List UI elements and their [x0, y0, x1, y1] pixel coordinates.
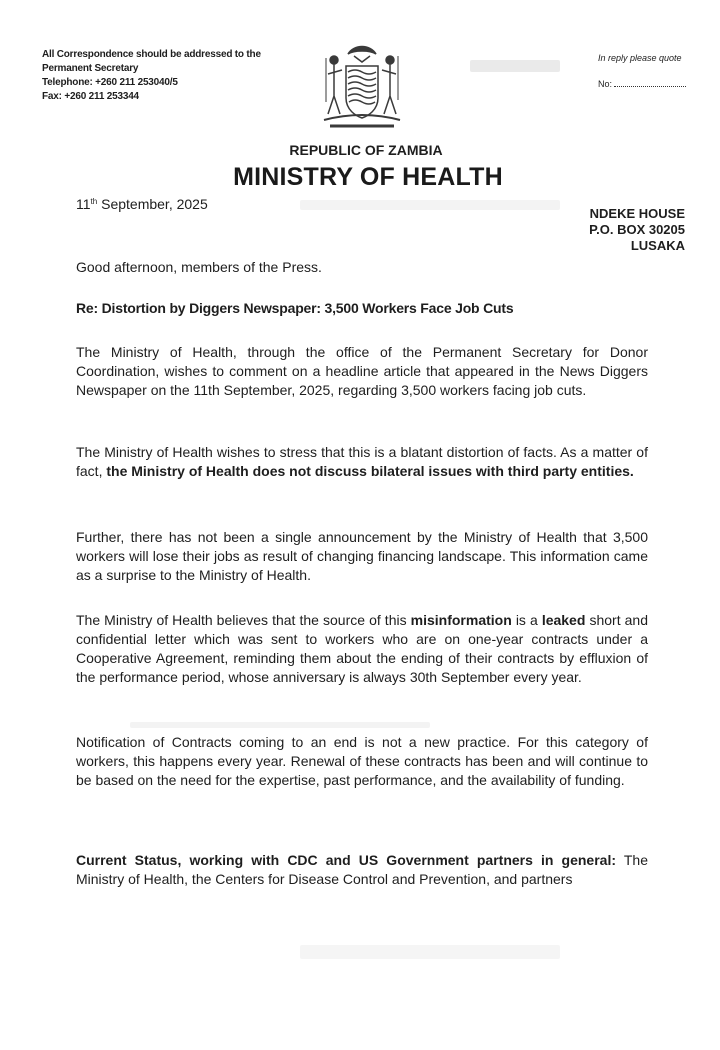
reference-number-label: No:: [598, 79, 613, 89]
ministry-address: [589, 206, 685, 254]
paragraph-6-text: The Ministry of Health, the Centers for Disease Control and Prevention, and partners: [76, 852, 648, 887]
paragraph-4-text: short and confidential letter which was sent to workers who are on one-year contracts under a Cooperative Agreement, reminding them about the ending of their contracts by effluxion of the performance period, whose anniversary is always 30th September every year.: [76, 612, 648, 685]
leaked-emphasis: leaked: [541, 612, 586, 628]
paragraph-1: The Ministry of Health, through the office of the Permanent Secretary for Donor Coordination, wishes to comment on a headline article that appeared in the News Diggers Newspaper on the 11th September, 2025, regarding 3,500 workers facing job cuts.: [76, 344, 648, 398]
correspondence-line: All Correspondence should be addressed to the: [42, 49, 261, 60]
paragraph-2: [76, 443, 648, 481]
date-day: 11: [76, 196, 91, 212]
correspondence-block: [42, 48, 261, 104]
paragraph-3: Further, there has not been a single announcement by the Ministry of Health that 3,500 workers will lose their jobs as result of changing financing landscape. This information came as a surprise to the Ministry of Health.: [76, 529, 648, 583]
current-status-heading: Current Status, working with CDC and US Government partners in general:: [76, 852, 617, 868]
paragraph-2-emphasis: the Ministry of Health does not discuss bilateral issues with third party entities.: [106, 463, 634, 479]
subject-line: Re: Distortion by Diggers Newspaper: 3,500 Workers Face Job Cuts: [76, 300, 514, 316]
telephone-line: Telephone: +260 211 253040/5: [42, 77, 178, 88]
misinformation-emphasis: misinformation: [410, 612, 512, 628]
address-line: NDEKE HOUSE: [589, 206, 685, 221]
address-line: LUSAKA: [630, 238, 685, 253]
reply-quote-label: In reply please quote: [598, 53, 682, 63]
date-ordinal-suffix: th: [90, 197, 98, 206]
paragraph-5: Notification of Contracts coming to an end is not a new practice. For this category of workers, this happens every year. Renewal of these contracts has been and will continue to be based on the need for the expertise, past performance, and the availability of funding.: [76, 734, 648, 788]
scan-noise: [470, 60, 560, 72]
paragraph-6: [76, 851, 648, 889]
scan-noise: [300, 200, 560, 210]
reply-reference: [598, 45, 686, 97]
scan-noise: [130, 722, 430, 728]
greeting: Good afternoon, members of the Press.: [76, 259, 322, 275]
correspondence-line: Permanent Secretary: [42, 63, 139, 74]
reference-dotted-line: [614, 77, 686, 87]
date-month-year: September, 2025: [97, 196, 208, 212]
paragraph-4-text: is a: [511, 612, 542, 628]
paragraph-2-text: The Ministry of Health wishes to stress that this is a blatant distortion of facts. As a matter of fact,: [76, 444, 648, 479]
scan-noise: [300, 945, 560, 959]
republic-heading: REPUBLIC OF ZAMBIA: [289, 142, 443, 158]
fax-line: Fax: +260 211 253344: [42, 91, 139, 102]
address-line: P.O. BOX 30205: [589, 222, 685, 237]
reference-number-line: [598, 71, 686, 97]
paragraph-4-text: The Ministry of Health believes that the source of this: [76, 612, 411, 628]
letter-date: [76, 196, 208, 212]
paragraph-4: [76, 611, 648, 687]
zambia-coat-of-arms-icon: [316, 40, 408, 136]
ministry-heading: MINISTRY OF HEALTH: [233, 163, 503, 191]
